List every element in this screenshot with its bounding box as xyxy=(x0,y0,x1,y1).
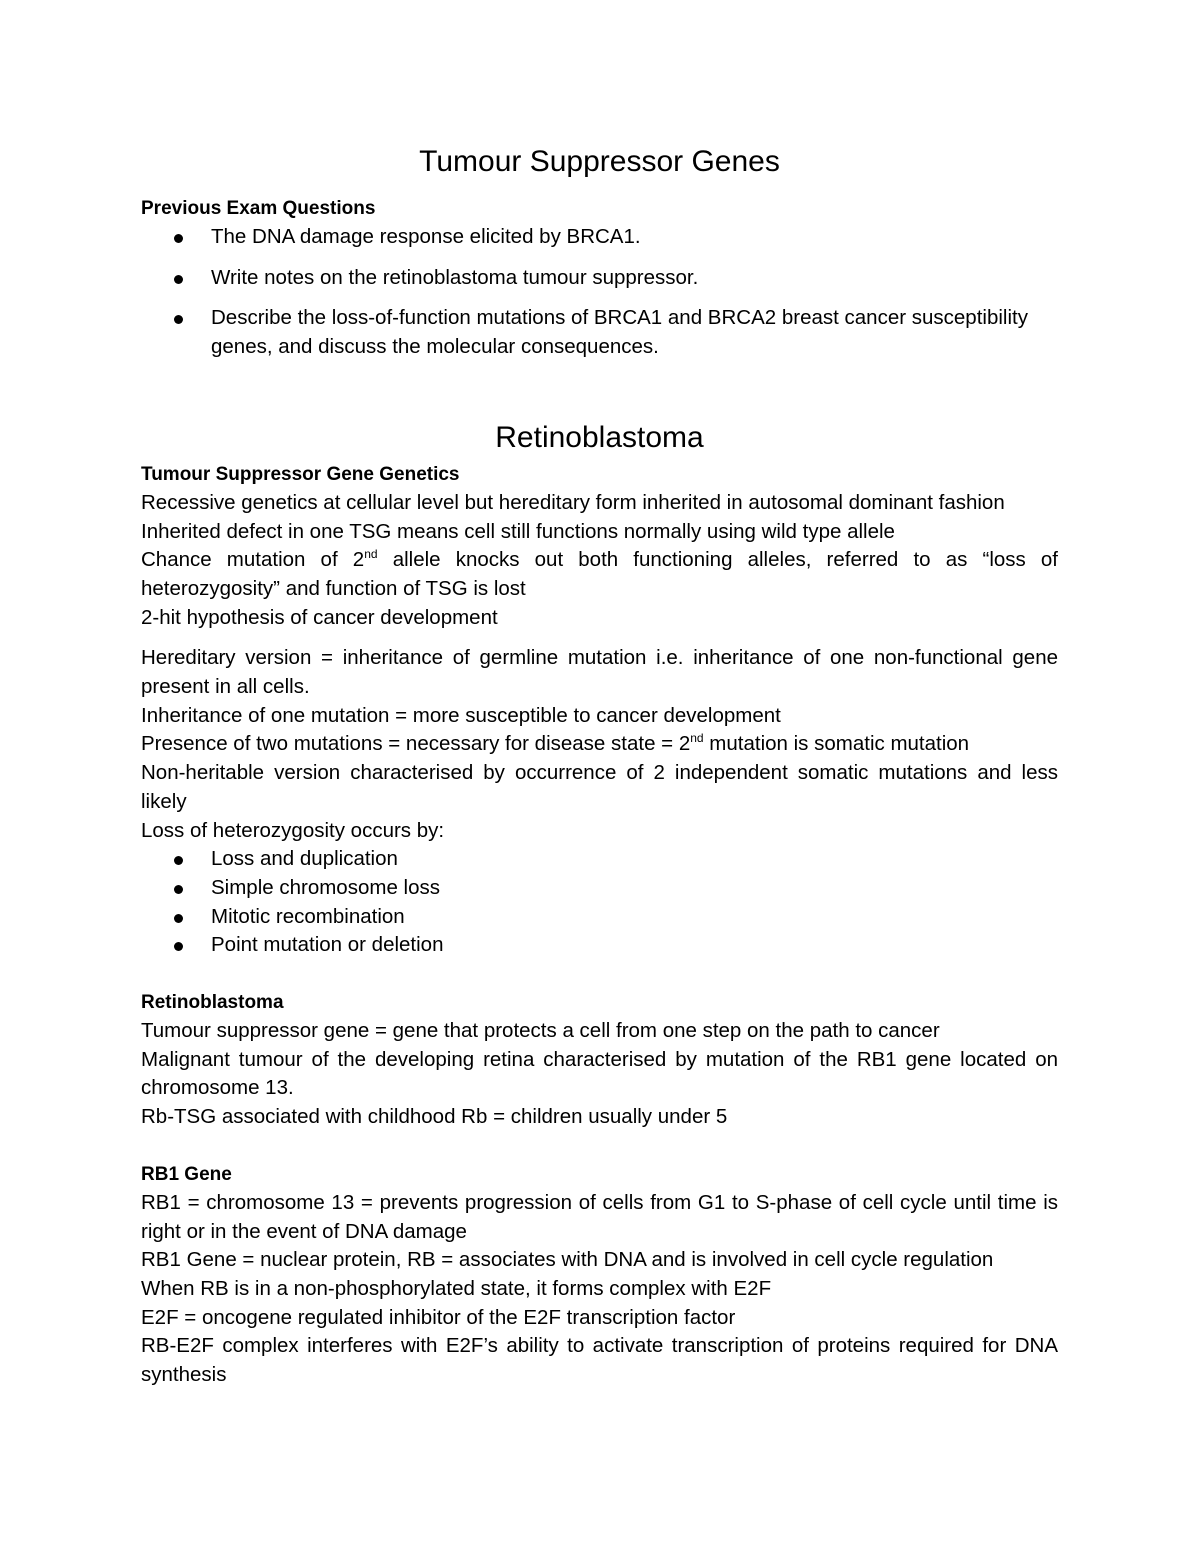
rb1-line: RB-E2F complex interferes with E2F’s ability to activate transcription of proteins required for DNA synthesis xyxy=(141,1334,1058,1387)
loh-item-text: Loss and duplication xyxy=(211,847,398,871)
superscript: nd xyxy=(690,731,704,746)
list-item xyxy=(141,223,1058,252)
retinoblastoma-heading: Retinoblastoma xyxy=(141,992,284,1014)
genetics-line: Inherited defect in one TSG means cell still functions normally using wild type allele xyxy=(141,519,895,543)
retinoblastoma-line: Tumour suppressor gene = gene that protects a cell from one step on the path to cancer xyxy=(141,1019,940,1043)
list-item xyxy=(141,845,1058,874)
genetics-line: Recessive genetics at cellular level but hereditary form inherited in autosomal dominant fashion xyxy=(141,490,1005,514)
exam-question-text: The DNA damage response elicited by BRCA1. xyxy=(211,225,641,248)
list-item xyxy=(141,931,1058,960)
genetics-line xyxy=(141,730,1058,759)
genetics-heading: Tumour Suppressor Gene Genetics xyxy=(141,463,460,485)
page-title: Tumour Suppressor Genes xyxy=(419,145,780,178)
genetics-line: Inheritance of one mutation = more susceptible to cancer development xyxy=(141,703,781,727)
rb1-line: When RB is in a non-phosphorylated state, it forms complex with E2F xyxy=(141,1276,772,1300)
loh-list xyxy=(141,845,1058,960)
list-item xyxy=(141,264,1058,293)
list-item xyxy=(141,903,1058,932)
bullet-icon xyxy=(174,234,183,243)
genetics-text: allele knocks out both functioning alleles, referred to as “loss of heterozygosity” and function of TSG is lost xyxy=(141,548,1059,600)
list-item xyxy=(141,304,1058,361)
exam-question-text: Write notes on the retinoblastoma tumour suppressor. xyxy=(211,265,699,289)
rb1-line: RB1 = chromosome 13 = prevents progression of cells from G1 to S-phase of cell cycle until time is right or in the event of DNA damage xyxy=(141,1190,1058,1243)
genetics-line xyxy=(141,546,1058,603)
bullet-icon xyxy=(174,885,183,894)
genetics-line: Non-heritable version characterised by occurrence of 2 independent somatic mutations and less likely xyxy=(141,761,1058,813)
bullet-icon xyxy=(174,914,183,923)
rb1-line: E2F = oncogene regulated inhibitor of the E2F transcription factor xyxy=(141,1305,736,1329)
bullet-icon xyxy=(174,275,183,284)
genetics-text: mutation is somatic mutation xyxy=(703,732,970,756)
list-item xyxy=(141,874,1058,903)
rb1-line: RB1 Gene = nuclear protein, RB = associates with DNA and is involved in cell cycle regulation xyxy=(141,1248,994,1272)
rb1-heading: RB1 Gene xyxy=(141,1163,232,1185)
genetics-text: Chance mutation of 2 xyxy=(141,548,365,572)
exam-questions-heading: Previous Exam Questions xyxy=(141,198,376,219)
retinoblastoma-line: Rb-TSG associated with childhood Rb = children usually under 5 xyxy=(141,1105,728,1129)
loh-item-text: Mitotic recombination xyxy=(211,904,405,928)
exam-questions-list xyxy=(141,223,1058,362)
genetics-line: Hereditary version = inheritance of germline mutation i.e. inheritance of one non-functional gene present in all cells. xyxy=(141,646,1058,699)
loh-item-text: Point mutation or deletion xyxy=(211,933,444,957)
bullet-icon xyxy=(174,856,183,865)
exam-question-text: Describe the loss-of-function mutations of BRCA1 and BRCA2 breast cancer susceptibility genes, and discuss the molecular consequences. xyxy=(211,306,1028,359)
bullet-icon xyxy=(174,315,183,324)
superscript: nd xyxy=(364,547,378,562)
loh-item-text: Simple chromosome loss xyxy=(211,875,440,899)
retinoblastoma-line: Malignant tumour of the developing retina characterised by mutation of the RB1 gene located on chromosome 13. xyxy=(141,1047,1058,1100)
genetics-line: Loss of heterozygosity occurs by: xyxy=(141,818,445,842)
genetics-text: Presence of two mutations = necessary for disease state = 2 xyxy=(141,732,691,756)
bullet-icon xyxy=(174,942,183,951)
genetics-line: 2-hit hypothesis of cancer development xyxy=(141,605,498,629)
document-body xyxy=(141,140,1058,1390)
section-title: Retinoblastoma xyxy=(495,420,704,454)
